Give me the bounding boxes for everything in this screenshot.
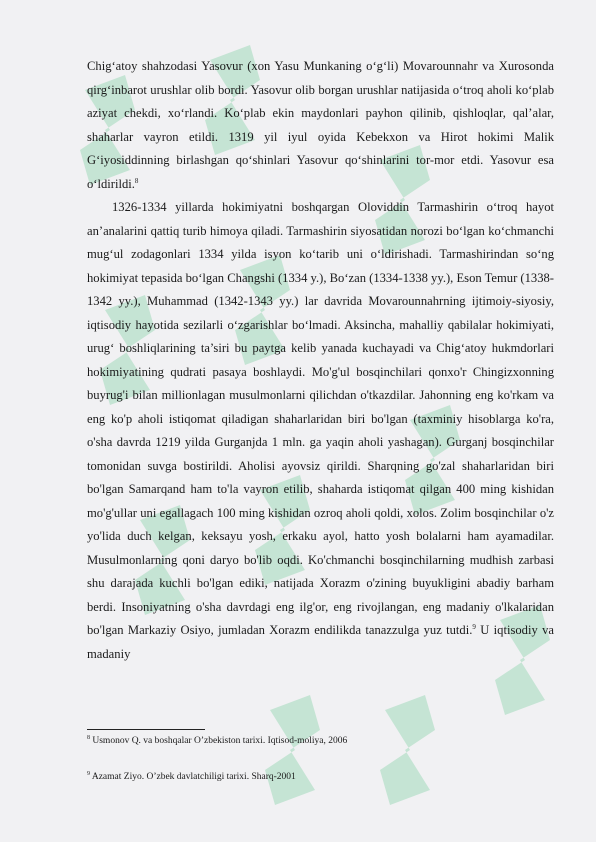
footnote-ref[interactable]: 9 (472, 622, 476, 631)
paragraph (87, 196, 554, 666)
watermark-icon (375, 690, 445, 810)
footnote-text: Azamat Ziyo. O’zbek davlatchiligi tarixi. Sharq-2001 (90, 772, 296, 782)
footnote (87, 771, 296, 783)
footnote-text: Usmonov Q. va boshqalar O’zbekiston tarixi. Iqtisod-moliya, 2006 (90, 736, 348, 746)
paragraph-text: Chig‘atoy shahzodasi Yasovur (xon Yasu Munkaning o‘g‘li) Movarounnahr va Xurosonda qirg‘inbarot urushlar olib bordi. Yasovur olib borgan urushlar natijasida o‘troq aholi ko‘plab aziyat chekdi, xo‘rlandi. Ko‘plab ekin maydonlari payhon qilinib, qishloqlar, qal’alar, shaharlar vayron etildi. 1319 yil iyul oyida Kebekxon va Hirot hokimi Malik G‘iyosiddinning birlashgan qo‘shinlari Yasovur qo‘shinlarini tor-mor etdi. Yasovur esa o‘ldirildi. (87, 59, 554, 191)
watermark-icon (260, 690, 330, 810)
paragraph-text: 1326-1334 yillarda hokimiyatni boshqargan Oloviddin Tarmashirin o‘troq hayot an’analarini qattiq turib himoya qiladi. Tarmashirin siyosatidan norozi bo‘lgan ko‘chmanchi mug‘ul zodagonlari 1334 yilda isyon ko‘tarib uni o‘ldirishadi. Tarmashirindan so‘ng hokimiyat tepasida bo‘lgan Changshi (1334 y.), Bo‘zan (1334-1338 yy.), Eson Temur (1338-1342 yy.), Muhammad (1342-1343 yy.) lar davrida Movarounnahrning ijtimoiy-siyosiy, iqtisodiy hayotida sezilarli o‘zgarishlar bo‘lmadi. Aksincha, mahalliy qabilalar hokimiyati, urug‘ boshliqlarining ta’siri bu paytga kelib yanada kuchayadi va Chig‘atoy hukmdorlari hokimiyatining qudrati pasaya boshlaydi. Mo'g'ul bosqinchilari qonxo'r Chingizxonning buyrug'i bilan millionlagan musulmonlarni qilichdan o'tkazdilar. Jahonning eng ko'rkam va eng ko'p aholi istiqomat qiladigan shaharlaridan biri bo'lgan (taxminiy hisoblarga ko'ra, o'sha davrda 1219 yilda Gurganjda 1 mln. ga yaqin aholi yashagan). Gurganj bosqinchilar tomonidan suvga bostirildi. Aholisi ayovsiz qirildi. Sharqning go'zal shaharlaridan biri bo'lgan Samarqand ham to'la vayron etilib, shaharda istiqomat qilgan 400 ming kishidan mo'g'ullar uni egallagach 100 ming kishidan ozroq aholi qoldi, xolos. Zolim bosqinchilar o'z yo'lida duch kelgan, keksayu yosh, erkaku ayol, hatto yosh bolalarni ham ayamadilar. Musulmonlarning qoni daryo bo'lib oqdi. Ko'chmanchi bosqinchilarning mudhish zarbasi shu darajada kuchli bo'lgan ediki, natijada Xorazm o'zining buyukligini abadiy barham berdi. Insoniyatning o'sha davrdagi eng ilg'or, eng rivojlangan, eng madaniy o'lkalaridan bo'lgan Markaziy Osiyo, jumladan Xorazm endilikda tanazzulga yuz tutdi. (87, 200, 554, 637)
footnote-divider (87, 729, 205, 730)
document-body (87, 55, 554, 666)
footnote-mark: 8 (87, 734, 90, 741)
footnote (87, 735, 347, 747)
paragraph-text: U iqtisodiy va madaniy (87, 623, 554, 661)
footnote-ref[interactable]: 8 (134, 176, 139, 185)
footnote-mark: 9 (87, 770, 90, 777)
paragraph (87, 55, 554, 196)
